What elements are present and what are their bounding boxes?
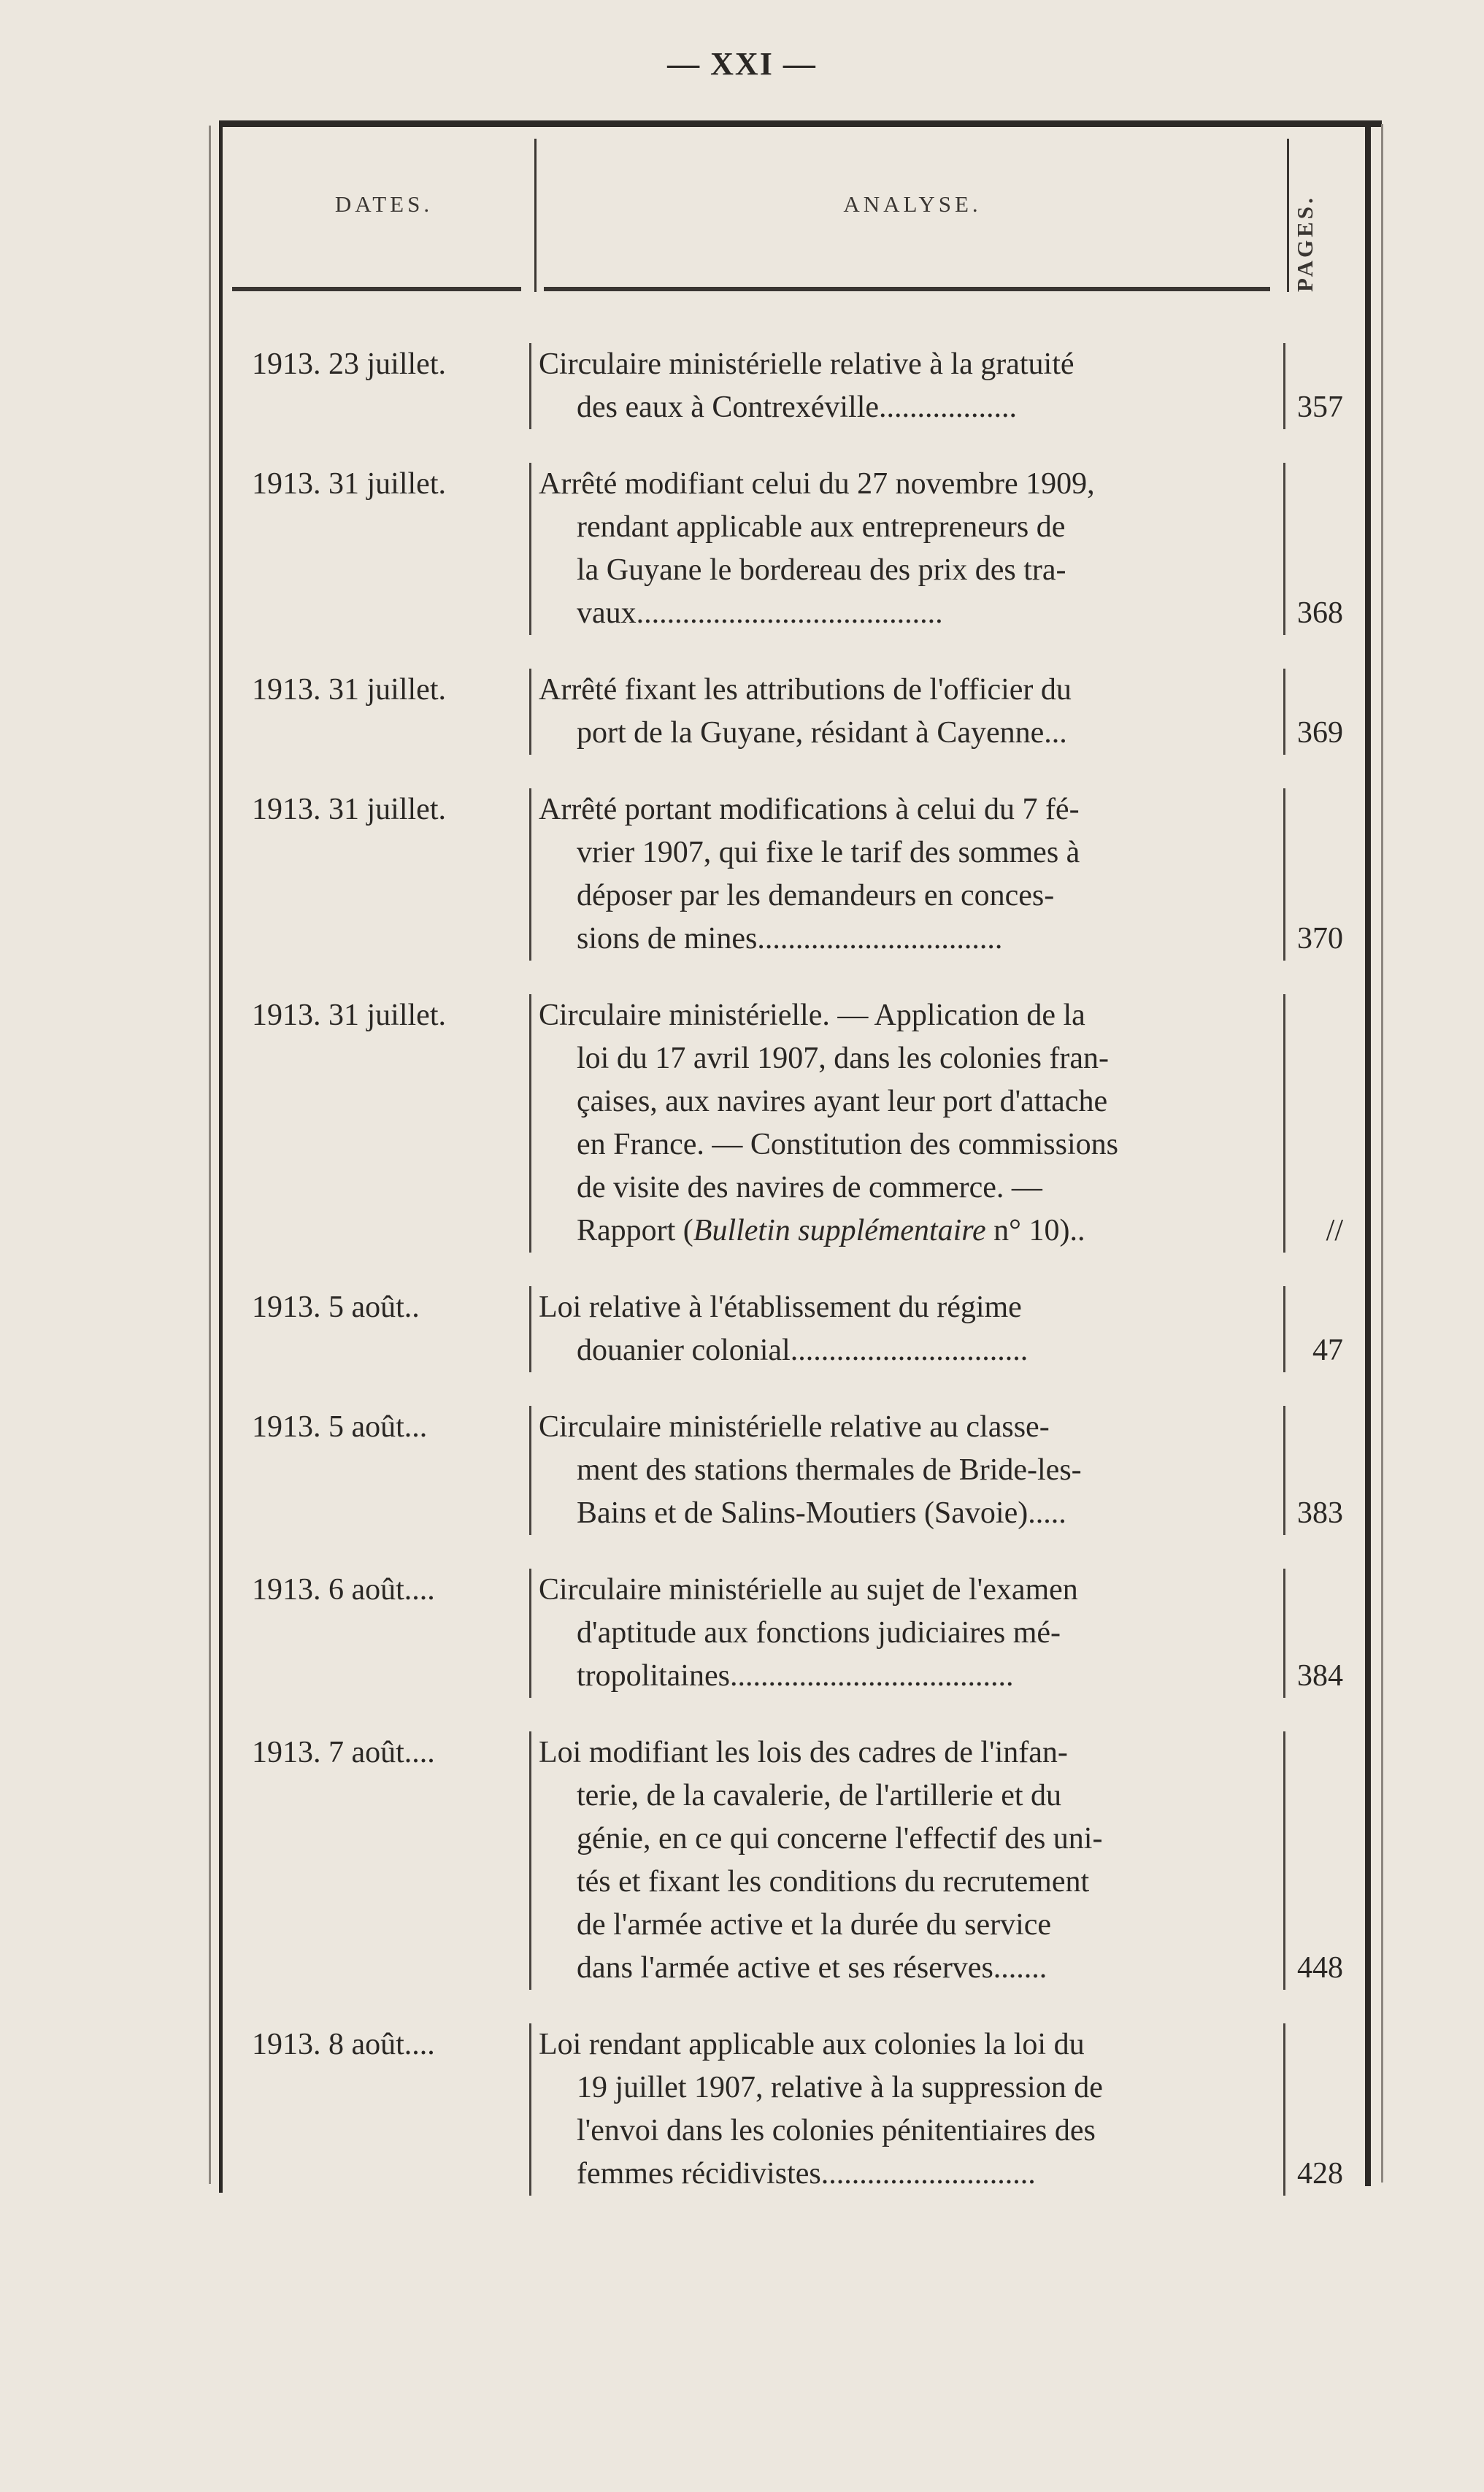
analysis-line: vaux........................................ xyxy=(577,596,943,630)
entry-page xyxy=(1283,1406,1349,1535)
entry-date: 1913. 5 août.. xyxy=(252,1291,420,1324)
entry-page-number: 47 xyxy=(1312,1334,1343,1367)
entry-page-number: // xyxy=(1326,1214,1343,1247)
analysis-line xyxy=(539,1210,1277,1253)
entry-analysis xyxy=(529,1406,1283,1535)
analysis-line: tés et fixant les conditions du recrutement xyxy=(577,1865,1090,1899)
header-underline-analyse xyxy=(544,287,1270,291)
entry-date: 1913. 23 juillet. xyxy=(252,347,446,381)
entry-page-number: 368 xyxy=(1297,596,1343,630)
analysis-line: la Guyane le bordereau des prix des tra- xyxy=(577,553,1066,587)
table-frame-outer-right-rule xyxy=(1381,124,1383,2183)
entry-date: 1913. 31 juillet. xyxy=(252,793,446,826)
header-underline-dates xyxy=(232,287,521,291)
analysis-line: génie, en ce qui concerne l'effectif des uni- xyxy=(577,1822,1103,1855)
entry-page xyxy=(1283,1731,1349,1990)
entry-page-number: 384 xyxy=(1297,1659,1343,1693)
analysis-line: Arrêté portant modifications à celui du 7 fé- xyxy=(539,793,1080,826)
entry-page-number: 448 xyxy=(1297,1951,1343,1985)
analysis-line-suffix: n° 10).. xyxy=(985,1214,1085,1247)
entry-analysis xyxy=(529,343,1283,429)
entry-analysis xyxy=(529,669,1283,755)
analysis-line: terie, de la cavalerie, de l'artillerie et du xyxy=(577,1779,1062,1812)
table-row xyxy=(223,343,1369,429)
entry-analysis xyxy=(529,1286,1283,1372)
entry-date: 1913. 31 juillet. xyxy=(252,999,446,1032)
column-header-analyse: ANALYSE. xyxy=(843,191,982,217)
entry-analysis xyxy=(529,1731,1283,1990)
analysis-line: tropolitaines..................................... xyxy=(577,1659,1014,1693)
table-row xyxy=(223,994,1369,1253)
analysis-line: Circulaire ministérielle relative à la gratuité xyxy=(539,347,1074,381)
header-column-rule-dates xyxy=(534,139,537,292)
entry-analysis xyxy=(529,2023,1283,2196)
table-row xyxy=(223,1731,1369,1990)
entry-page-number: 369 xyxy=(1297,716,1343,750)
analysis-line: ment des stations thermales de Bride-les- xyxy=(577,1453,1082,1487)
entry-page-number: 383 xyxy=(1297,1496,1343,1530)
entry-date: 1913. 8 août.... xyxy=(252,2028,435,2061)
analysis-line: çaises, aux navires ayant leur port d'attache xyxy=(577,1085,1108,1118)
entry-date: 1913. 7 août.... xyxy=(252,1736,435,1769)
entry-page xyxy=(1283,463,1349,635)
entry-page-number: 370 xyxy=(1297,922,1343,955)
analysis-line: Bains et de Salins-Moutiers (Savoie)..... xyxy=(577,1496,1066,1530)
table-row xyxy=(223,1406,1369,1535)
table-row xyxy=(223,1569,1369,1698)
analysis-line: de l'armée active et la durée du service xyxy=(577,1908,1052,1942)
analysis-line: Circulaire ministérielle relative au classe- xyxy=(539,1410,1050,1444)
analysis-line: Circulaire ministérielle. — Application de la xyxy=(539,999,1085,1032)
entry-date: 1913. 5 août... xyxy=(252,1410,428,1444)
table-row xyxy=(223,669,1369,755)
analysis-line: Loi relative à l'établissement du régime xyxy=(539,1291,1022,1324)
analysis-line: femmes récidivistes............................ xyxy=(577,2157,1036,2191)
analysis-line: en France. — Constitution des commissions xyxy=(577,1128,1118,1161)
analysis-line: rendant applicable aux entrepreneurs de xyxy=(577,510,1066,544)
entry-page xyxy=(1283,2023,1349,2196)
entry-page-number: 428 xyxy=(1297,2157,1343,2191)
entry-page xyxy=(1283,343,1349,429)
entry-date: 1913. 31 juillet. xyxy=(252,673,446,707)
analysis-line: 19 juillet 1907, relative à la suppression de xyxy=(577,2071,1103,2104)
table-row xyxy=(223,463,1369,635)
analysis-line: déposer par les demandeurs en conces- xyxy=(577,879,1055,912)
analysis-line: Loi modifiant les lois des cadres de l'infan- xyxy=(539,1736,1068,1769)
entries-list xyxy=(223,343,1369,2229)
page-number: — XXI — xyxy=(667,46,817,82)
analysis-line: vrier 1907, qui fixe le tarif des sommes à xyxy=(577,836,1080,869)
analysis-line-prefix: Rapport ( xyxy=(577,1214,693,1247)
entry-analysis xyxy=(529,788,1283,961)
entry-analysis xyxy=(529,1569,1283,1698)
analysis-line: loi du 17 avril 1907, dans les colonies fran- xyxy=(577,1042,1110,1075)
header-column-rule-pages xyxy=(1287,139,1289,292)
entry-page xyxy=(1283,669,1349,755)
analysis-line: l'envoi dans les colonies pénitentiaires des xyxy=(577,2114,1096,2147)
analysis-line: douanier colonial............................... xyxy=(577,1334,1029,1367)
entry-date: 1913. 31 juillet. xyxy=(252,467,446,501)
column-header-dates: DATES. xyxy=(334,191,434,217)
analysis-line: Circulaire ministérielle au sujet de l'examen xyxy=(539,1573,1078,1607)
table-row xyxy=(223,2023,1369,2196)
table-row xyxy=(223,788,1369,961)
analysis-line: d'aptitude aux fonctions judiciaires mé- xyxy=(577,1616,1061,1650)
entry-page xyxy=(1283,1569,1349,1698)
analysis-line: dans l'armée active et ses réserves....... xyxy=(577,1951,1047,1985)
analysis-line: Loi rendant applicable aux colonies la loi du xyxy=(539,2028,1085,2061)
table-frame-outer-left-rule xyxy=(209,126,211,2184)
entry-page xyxy=(1283,788,1349,961)
entry-analysis xyxy=(529,994,1283,1253)
entry-analysis xyxy=(529,463,1283,635)
entry-page-number: 357 xyxy=(1297,391,1343,424)
analysis-line: Arrêté modifiant celui du 27 novembre 1909, xyxy=(539,467,1095,501)
analysis-line: sions de mines................................ xyxy=(577,922,1003,955)
analysis-line: de visite des navires de commerce. — xyxy=(577,1171,1042,1204)
analysis-line-italic: Bulletin supplémentaire xyxy=(693,1214,986,1247)
column-header-pages: PAGES. xyxy=(1292,195,1318,292)
table-row xyxy=(223,1286,1369,1372)
analysis-line: port de la Guyane, résidant à Cayenne... xyxy=(577,716,1067,750)
analysis-line: Arrêté fixant les attributions de l'officier du xyxy=(539,673,1072,707)
entry-page xyxy=(1283,1286,1349,1372)
entry-page xyxy=(1283,994,1349,1253)
entry-date: 1913. 6 août.... xyxy=(252,1573,435,1607)
analysis-line: des eaux à Contrexéville.................. xyxy=(577,391,1018,424)
